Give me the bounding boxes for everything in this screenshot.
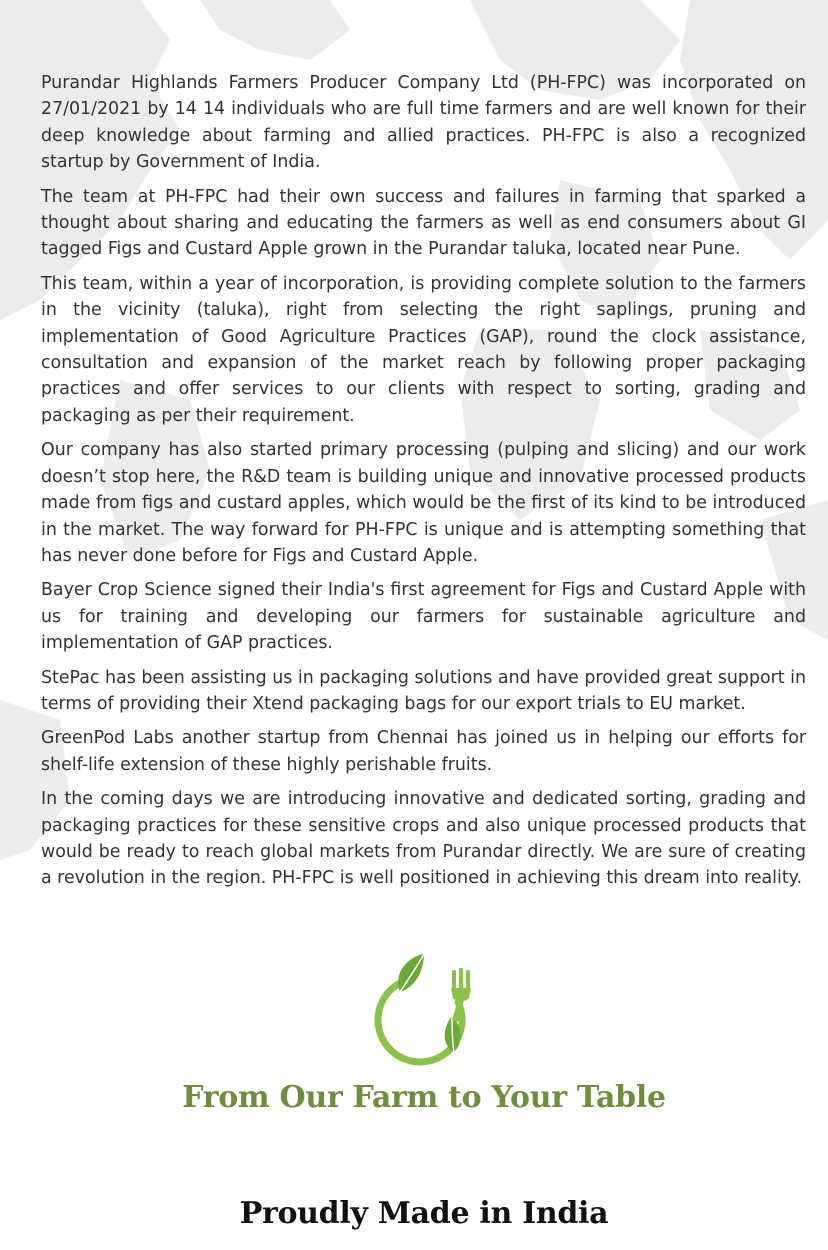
paragraph-bayer: Bayer Crop Science signed their India's first agreement for Figs and Custard Apple with us for training and developing our farmers for sustainable agriculture and implementation of GAP practices.: [41, 580, 806, 654]
about-text-block: [41, 70, 806, 900]
paragraph-stepac: StePac has been assisting us in packaging solutions and have provided great support in terms of providing their Xtend packaging bags for our export trials to EU market.: [41, 667, 806, 714]
leaf-fork-circle-icon: [362, 952, 482, 1072]
paragraph-incorporation: Purandar Highlands Farmers Producer Company Ltd (PH-FPC) was incorporated on 27/01/2021 by 14 14 individuals who are full time farmers and are well known for their deep knowledge about farming and allied practices. PH-FPC is also a recognized startup by Government of India.: [41, 73, 806, 173]
made-in-india-text: Proudly Made in India: [239, 1196, 609, 1231]
paragraph-future: In the coming days we are introducing innovative and dedicated sorting, grading and packaging practices for these sensitive crops and also unique processed products that would be ready to reach global markets from Purandar directly. We are sure of creating a revolution in the region. PH-FPC is well positioned in achieving this dream into reality.: [41, 789, 806, 889]
logo: [362, 952, 482, 1072]
paragraph-team-vision: The team at PH-FPC had their own success and failures in farming that sparked a thought about sharing and educating the farmers as well as end consumers about GI tagged Figs and Custard Apple grown in the Purandar taluka, located near Pune.: [41, 186, 806, 260]
paragraph-processing: Our company has also started primary processing (pulping and slicing) and our work doesn’t stop here, the R&D team is building unique and innovative processed products made from figs and custard apples, which would be the first of its kind to be introduced in the market. The way forward for PH-FPC is unique and is attempting something that has never done before for Figs and Custard Apple.: [41, 440, 806, 566]
tagline: From Our Farm to Your Table: [182, 1080, 666, 1115]
paragraph-greenpod: GreenPod Labs another startup from Chennai has joined us in helping our efforts for shelf-life extension of these highly perishable fruits.: [41, 728, 806, 775]
paragraph-services: This team, within a year of incorporation, is providing complete solution to the farmers in the vicinity (taluka), right from selecting the right saplings, pruning and implementation of Good Agriculture Practices (GAP), round the clock assistance, consultation and expansion of the market reach by following proper packaging practices and offer services to our clients with respect to sorting, grading and packaging as per their requirement.: [41, 273, 806, 426]
